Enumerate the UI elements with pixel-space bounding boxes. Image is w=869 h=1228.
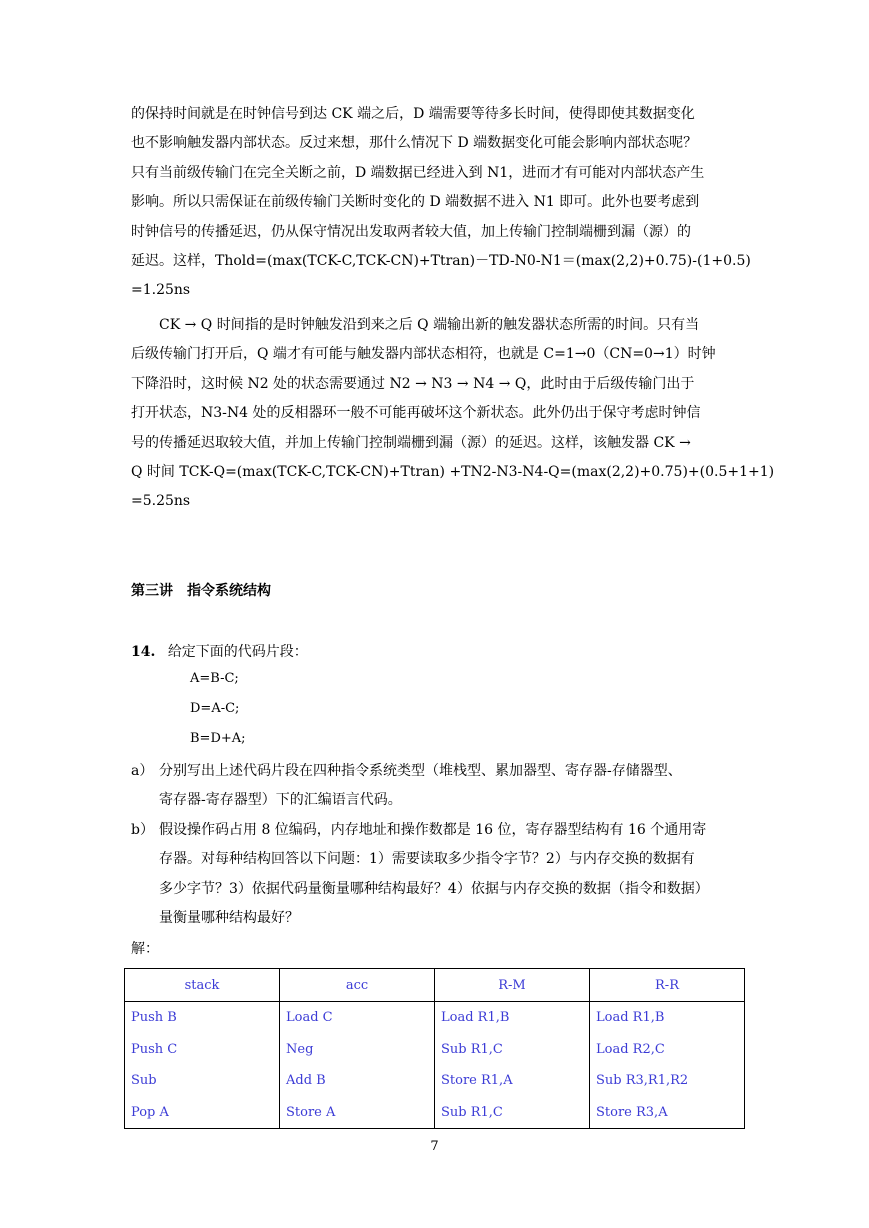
section-title: 第三讲 指令系统结构 [131,583,271,599]
table-row [125,1034,745,1066]
question-text: 给定下面的代码片段： [167,644,308,660]
text-line: 影响。所以只需保证在前级传输门关断时变化的 D 端数据不进入 N1 即可。此外也要考虑到 [131,194,700,211]
text-line: 延迟。这样，Thold=(max(TCK-C,TCK-CN)+Ttran)－TD-N0-N1＝(max(2,2)+0.75)-(1+0.5) [131,253,751,270]
table-cell: Sub R3,R1,R2 [590,1065,745,1097]
column-header-r-r: R-R [590,969,745,1002]
table-row [125,1002,745,1034]
text-line: 时钟信号的传播延迟，仍从保守情况出发取两者较大值，加上传输门控制端栅到漏（源）的 [131,223,691,240]
table-cell: Pop A [125,1097,280,1129]
text-line: 号的传播延迟取较大值，并加上传输门控制端栅到漏（源）的延迟。这样，该触发器 CK → [131,434,691,451]
code-line: A=B-C; [190,671,239,686]
table-cell: Store R1,A [435,1065,590,1097]
table-row [125,1097,745,1129]
table-cell: Store A [280,1097,435,1129]
assembly-code-table [124,968,745,1129]
question-number: 14. [131,644,156,660]
table-cell: Push B [125,1002,280,1034]
text-line: 只有当前级传输门在完全关断之前，D 端数据已经进入到 N1，进而才有可能对内部状态产生 [131,164,705,181]
code-line: B=D+A; [190,731,246,746]
question-header [131,641,308,661]
text-line: 假设操作码占用 8 位编码，内存地址和操作数都是 16 位，寄存器型结构有 16 个通用寄 [159,822,707,838]
item-b [131,816,743,934]
text-line: =5.25ns [131,493,191,510]
item-b-label: b） [131,822,154,838]
text-line: 也不影响触发器内部状态。反过来想，那什么情况下 D 端数据变化可能会影响内部状态呢？ [131,135,698,152]
table-cell: Sub R1,C [435,1097,590,1129]
column-header-acc: acc [280,969,435,1002]
table-header-row [125,969,745,1002]
text-line: CK → Q 时间指的是时钟触发沿到来之后 Q 端输出新的触发器状态所需的时间。只有当 [159,317,700,333]
text-line: 打开状态，N3-N4 处的反相器环一般不可能再破坏这个新状态。此外仍出于保守考虑时钟信 [131,405,701,422]
text-line: 分别写出上述代码片段在四种指令系统类型（堆栈型、累加器型、寄存器-存储器型、 [159,763,682,779]
text-line: 寄存器-寄存器型）下的汇编语言代码。 [159,792,402,809]
text-line: 量衡量哪种结构最好？ [159,910,299,927]
hold-time-paragraph [131,100,751,306]
table-cell: Add B [280,1065,435,1097]
text-line: 下降沿时，这时候 N2 处的状态需要通过 N2 → N3 → N4 → Q，此时由于后级传输门出于 [131,375,695,392]
code-line: D=A-C; [190,701,240,716]
text-line: =1.25ns [131,282,191,299]
table-cell: Load C [280,1002,435,1034]
table-cell: Push C [125,1034,280,1066]
table-cell: Load R2,C [590,1034,745,1066]
text-line: 存器。对每种结构回答以下问题：1）需要读取多少指令字节？2）与内存交换的数据有 [159,851,695,868]
table-cell: Load R1,B [590,1002,745,1034]
column-header-stack: stack [125,969,280,1002]
answer-label: 解： [131,941,159,957]
text-line: 的保持时间就是在时钟信号到达 CK 端之后，D 端需要等待多长时间，使得即使其数据变化 [131,106,695,122]
item-a [131,757,743,816]
table-cell: Load R1,B [435,1002,590,1034]
column-header-r-m: R-M [435,969,590,1002]
ck-to-q-paragraph [131,311,775,517]
text-line: 多少字节？3）依据代码量衡量哪种结构最好？4）依据与内存交换的数据（指令和数据） [159,880,709,897]
text-line: Q 时间 TCK-Q=(max(TCK-C,TCK-CN)+Ttran) +TN2-N3-N4-Q=(max(2,2)+0.75)+(0.5+1+1) [131,464,775,481]
table-cell: Store R3,A [590,1097,745,1129]
table-cell: Sub [125,1065,280,1097]
page-number: 7 [430,1139,439,1154]
item-a-label: a） [131,763,154,779]
table-cell: Sub R1,C [435,1034,590,1066]
text-line: 后级传输门打开后，Q 端才有可能与触发器内部状态相符，也就是 C=1→0（CN=0→1）时钟 [131,346,716,363]
table-row [125,1065,745,1097]
table-cell: Neg [280,1034,435,1066]
